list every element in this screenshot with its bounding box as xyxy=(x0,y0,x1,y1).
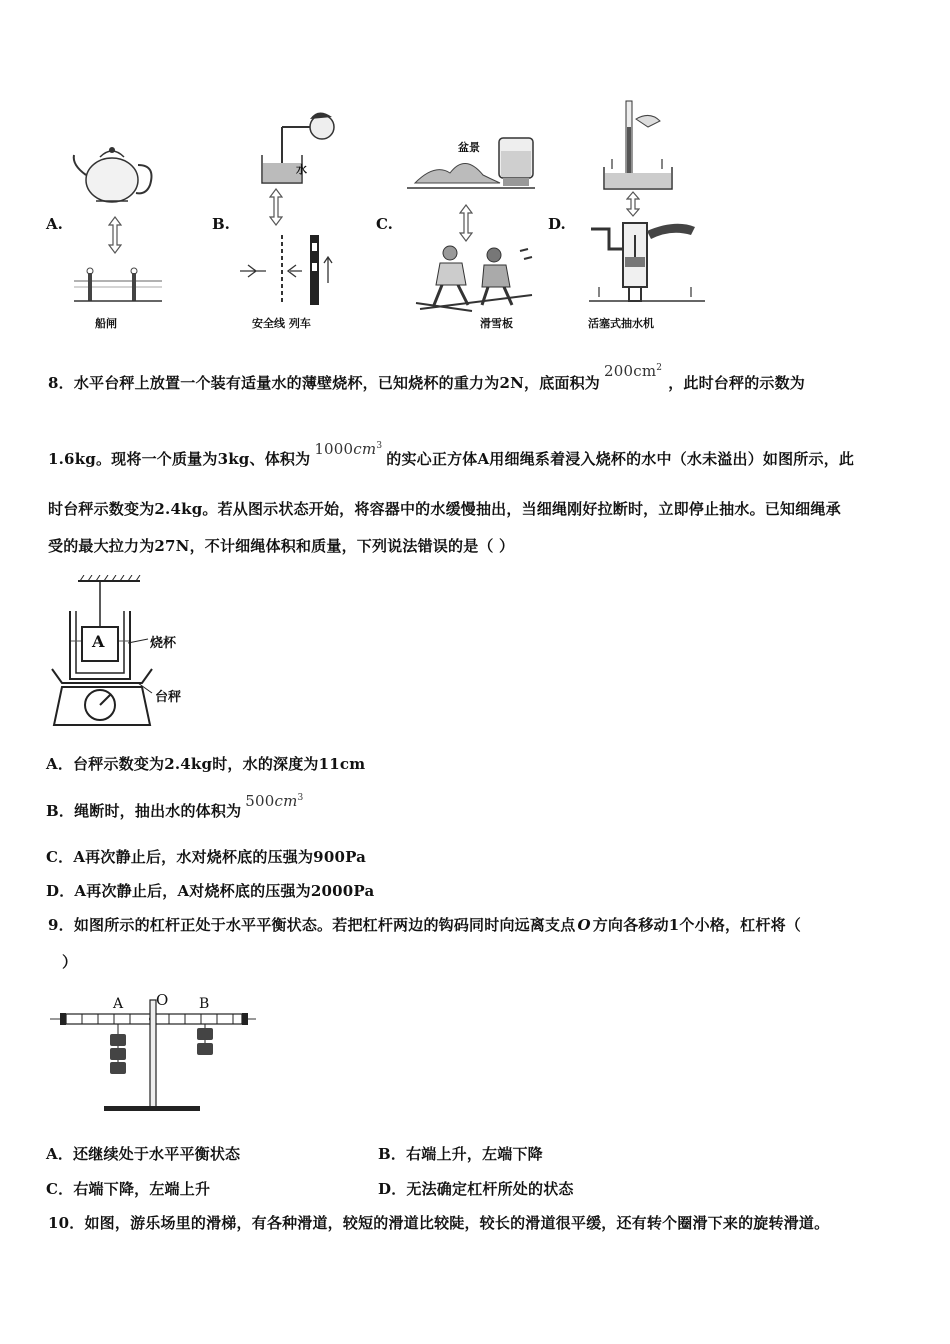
q9-label-a: A xyxy=(113,996,124,1012)
double-arrow-icon xyxy=(108,215,122,255)
q8-line-3: 时台秤示数变为2.4kg。若从图示状态开始，将容器中的水缓慢抽出，当细绳刚好拉断时，立即停止抽水。已知细绳承 xyxy=(48,500,841,518)
straw-water-illustration xyxy=(252,105,352,190)
ceiling-support xyxy=(78,575,140,581)
q9-label-b: B xyxy=(199,996,210,1012)
q7-option-c-top-caption: 盆景 xyxy=(458,141,480,154)
q8-area-value: $200cm^2$ xyxy=(604,362,663,380)
q8-option-d[interactable]: D．A再次静止后，A对烧杯底的压强为2000Pa xyxy=(46,882,375,900)
q7-option-b-caption: 安全线 列车 xyxy=(252,317,311,330)
q7-figure xyxy=(40,95,740,335)
q8-option-b-text: B．绳断时，抽出水的体积为 xyxy=(46,802,242,820)
q8-option-a[interactable]: A．台秤示数变为2.4kg时，水的深度为11cm xyxy=(46,755,366,773)
q8-beaker-label: 烧杯 xyxy=(150,636,177,651)
q9-label-o: O xyxy=(156,991,169,1009)
q7-option-b-label: B. xyxy=(212,215,230,233)
q8-volume-value: $1000cm^3$ xyxy=(314,440,383,458)
q9-option-c[interactable]: C．右端下降，左端上升 xyxy=(46,1180,211,1198)
bonsai-illustration xyxy=(405,133,540,198)
q8-scale-label: 台秤 xyxy=(155,690,182,705)
q8-line-2-a: 1.6kg。现将一个质量为3kg、体积为 xyxy=(48,450,311,468)
scale-pan xyxy=(52,669,152,683)
barometer-tube-illustration xyxy=(600,97,680,192)
q9-line-2: ） xyxy=(62,953,78,971)
q9-option-b[interactable]: B．右端上升，左端下降 xyxy=(378,1145,543,1163)
q7-option-b-top-caption: 水 xyxy=(296,163,307,176)
q8-option-b-value: $500cm^3$ xyxy=(245,792,304,810)
double-arrow-icon xyxy=(626,191,640,217)
double-arrow-icon xyxy=(459,203,473,243)
q7-option-a-caption: 船闸 xyxy=(95,317,117,330)
q9-line-1 xyxy=(48,914,801,935)
safety-line-train-illustration xyxy=(236,233,336,308)
q8-line-1-a: 8．水平台秤上放置一个装有适量水的薄壁烧杯，已知烧杯的重力为2N，底面积为 xyxy=(48,374,600,392)
q9-line-1-a: 9．如图所示的杠杆正处于水平平衡状态。若把杠杆两边的钩码同时向远离支点 xyxy=(48,916,576,934)
skiers-illustration xyxy=(412,243,537,313)
stand-pole xyxy=(150,1000,156,1108)
q8-line-2 xyxy=(48,440,855,469)
q7-option-d-caption: 活塞式抽水机 xyxy=(588,317,654,330)
q8-line-1 xyxy=(48,362,806,393)
q8-beaker-scale-diagram xyxy=(48,575,198,730)
stand-base xyxy=(104,1106,200,1111)
ship-lock-illustration xyxy=(70,263,165,308)
q8-line-1-b: ，此时台秤的示数为 xyxy=(668,374,806,392)
q8-line-2-b: 的实心正方体A用细绳系着浸入烧杯的水中（水未溢出）如图所示，此 xyxy=(386,450,855,468)
weights-left xyxy=(110,1024,126,1074)
q9-option-d[interactable]: D．无法确定杠杆所处的状态 xyxy=(378,1180,574,1198)
q10-line-1: 10．如图，游乐场里的滑梯，有各种滑道，较短的滑道比较陡，较长的滑道很平缓，还有转个圈滑下来的旋转滑道。 xyxy=(48,1214,830,1232)
q7-option-c-caption: 滑雪板 xyxy=(480,317,513,330)
double-arrow-icon xyxy=(269,187,283,227)
q8-option-c[interactable]: C．A再次静止后，水对烧杯底的压强为900Pa xyxy=(46,848,367,866)
q7-option-d-label: D. xyxy=(548,215,566,233)
weights-right xyxy=(197,1024,213,1055)
piston-pump-illustration xyxy=(585,217,710,305)
q8-line-4: 受的最大拉力为27N，不计细绳体积和质量，下列说法错误的是（ ） xyxy=(48,537,515,555)
q7-option-c-label: C. xyxy=(376,215,393,233)
q9-line-1-b: 方向各移动1个小格，杠杆将（ xyxy=(592,916,801,934)
q8-block-label: A xyxy=(92,632,105,651)
q9-pivot-symbol: O xyxy=(577,916,591,934)
q8-option-b[interactable] xyxy=(46,792,304,821)
teapot-illustration xyxy=(70,135,160,210)
q7-option-a-label: A. xyxy=(46,215,63,233)
q9-option-a[interactable]: A．还继续处于水平平衡状态 xyxy=(46,1145,241,1163)
